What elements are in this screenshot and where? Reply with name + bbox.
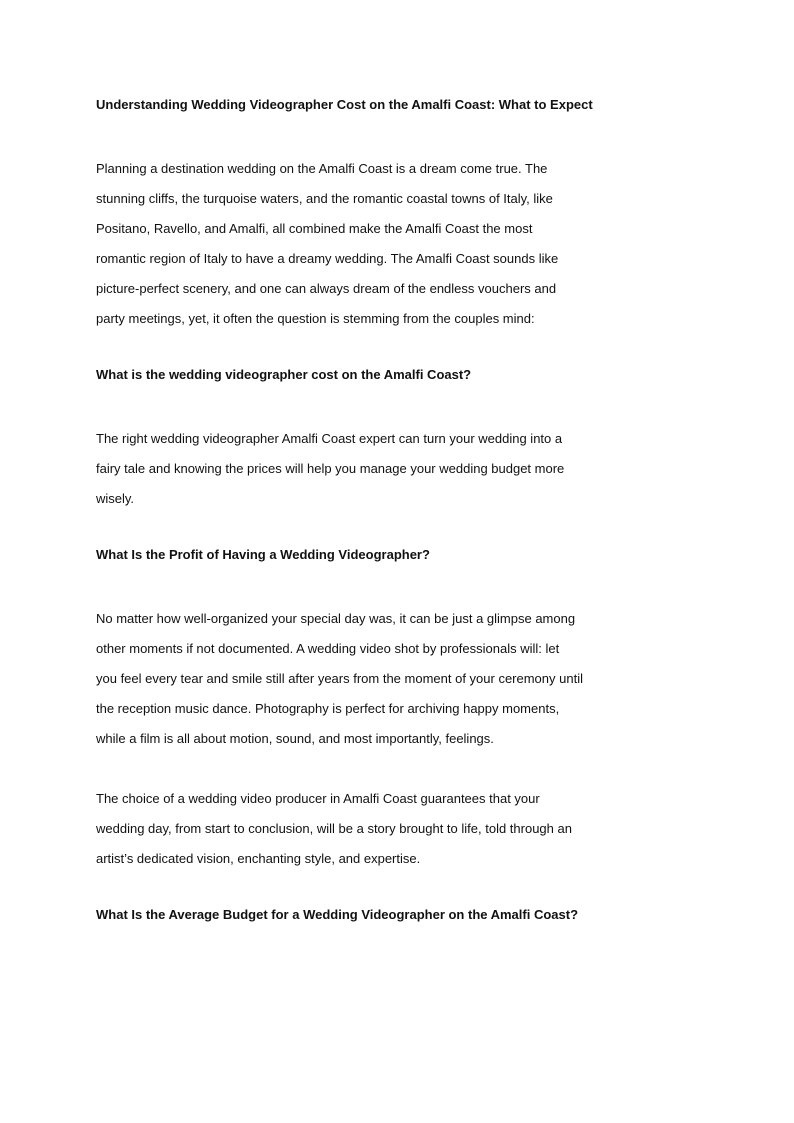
paragraph-line: party meetings, yet, it often the question is stemming from the couples mind:	[96, 311, 535, 326]
paragraph-line: No matter how well-organized your special day was, it can be just a glimpse among	[96, 611, 576, 626]
section-heading-profit: What Is the Profit of Having a Wedding Videographer?	[96, 547, 430, 562]
paragraph-line: you feel every tear and smile still after years from the moment of your ceremony until	[96, 671, 583, 686]
paragraph-line: wisely.	[96, 491, 135, 506]
paragraph-line: Planning a destination wedding on the Amalfi Coast is a dream come true. The	[96, 161, 548, 176]
paragraph-line: fairy tale and knowing the prices will help you manage your wedding budget more	[96, 461, 565, 476]
paragraph-line: wedding day, from start to conclusion, will be a story brought to life, told through an	[96, 821, 572, 836]
section-heading-cost: What is the wedding videographer cost on the Amalfi Coast?	[96, 367, 472, 382]
document-title: Understanding Wedding Videographer Cost on the Amalfi Coast: What to Expect	[96, 97, 593, 112]
paragraph-line: picture-perfect scenery, and one can always dream of the endless vouchers and	[96, 281, 557, 296]
paragraph-line: The choice of a wedding video producer in Amalfi Coast guarantees that your	[96, 791, 540, 806]
section-heading-budget: What Is the Average Budget for a Wedding Videographer on the Amalfi Coast?	[96, 907, 579, 922]
choice-paragraph	[96, 784, 626, 874]
paragraph-line: stunning cliffs, the turquoise waters, and the romantic coastal towns of Italy, like	[96, 191, 553, 206]
document-page	[96, 94, 626, 926]
paragraph-line: the reception music dance. Photography is perfect for archiving happy moments,	[96, 701, 560, 716]
paragraph-line: while a film is all about motion, sound, and most importantly, feelings.	[96, 731, 494, 746]
intro-paragraph	[96, 154, 626, 334]
cost-paragraph	[96, 424, 626, 514]
paragraph-line: artist’s dedicated vision, enchanting style, and expertise.	[96, 851, 421, 866]
paragraph-line: other moments if not documented. A wedding video shot by professionals will: let	[96, 641, 560, 656]
paragraph-line: romantic region of Italy to have a dreamy wedding. The Amalfi Coast sounds like	[96, 251, 559, 266]
profit-paragraph	[96, 604, 626, 754]
paragraph-line: Positano, Ravello, and Amalfi, all combined make the Amalfi Coast the most	[96, 221, 533, 236]
paragraph-line: The right wedding videographer Amalfi Coast expert can turn your wedding into a	[96, 431, 563, 446]
